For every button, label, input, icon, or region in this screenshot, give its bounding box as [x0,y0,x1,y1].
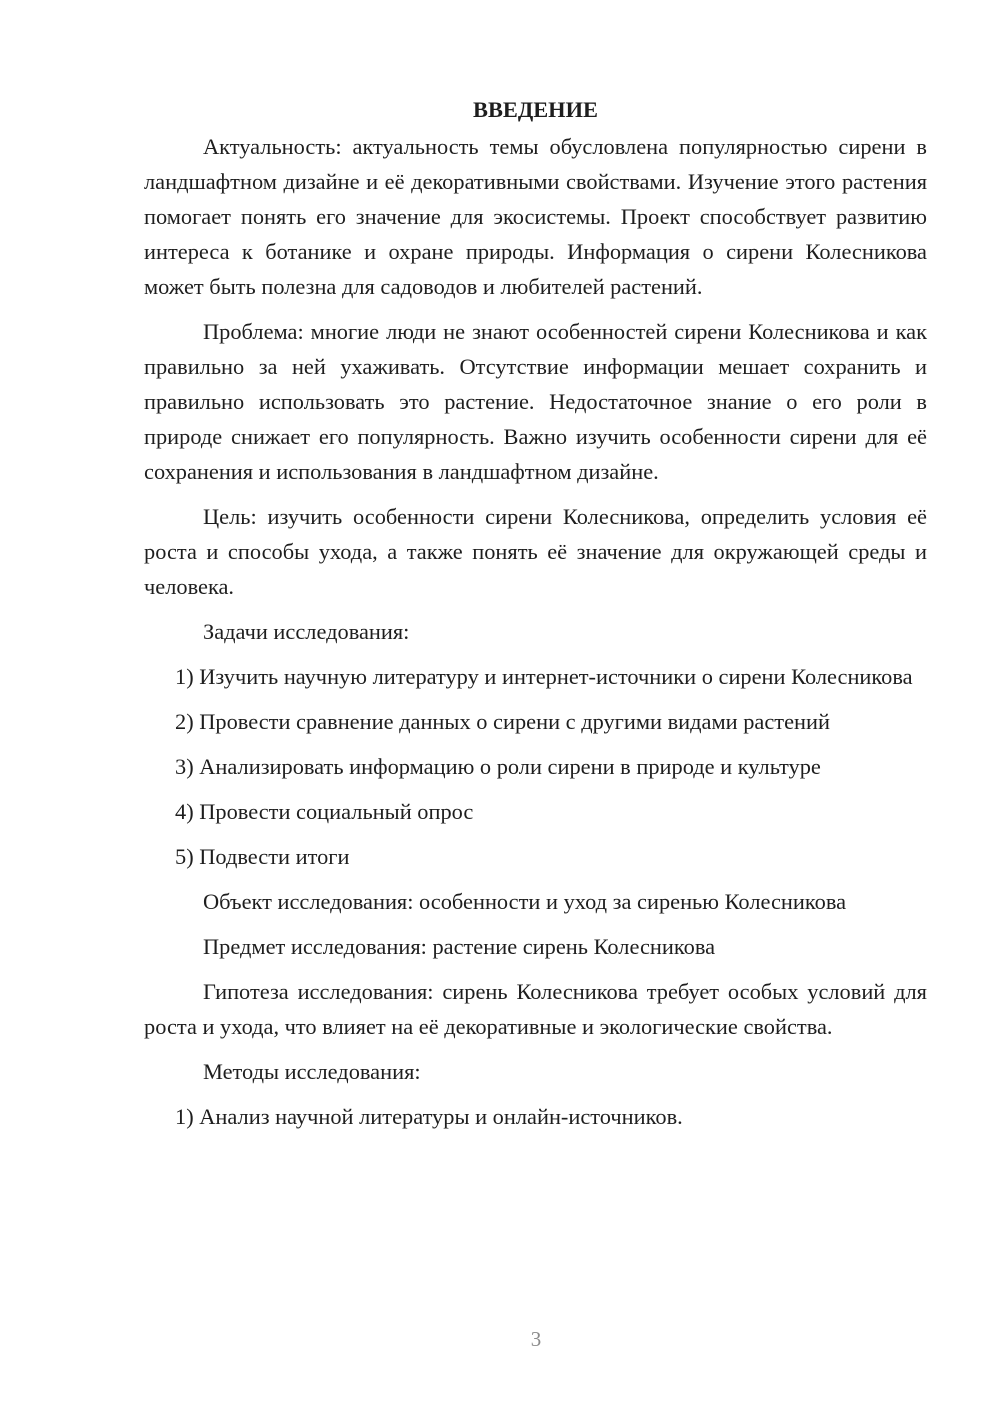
methods-heading: Методы исследования: [203,1059,421,1084]
problem-paragraph: Проблема: многие люди не знают особенностей сирени Колесникова и как правильно за ней ухаживать. Отсутствие информации мешает сохранить и правильно использовать это растение. Недостаточное знание о его роли в природе снижает его популярность. Важно изучить особенности сирени для её сохранения и использования в ландшафтном дизайне. [144,319,927,484]
task-item: 4) Провести социальный опрос [175,799,474,824]
subject-paragraph: Предмет исследования: растение сирень Колесникова [203,934,716,959]
task-item: 2) Провести сравнение данных о сирени с другими видами растений [175,709,830,734]
object-paragraph: Объект исследования: особенности и уход за сиренью Колесникова [203,889,847,914]
section-title: ВВЕДЕНИЕ [473,97,598,122]
tasks-heading: Задачи исследования: [203,619,410,644]
goal-paragraph: Цель: изучить особенности сирени Колесникова, определить условия её роста и способы ухода, а также понять её значение для окружающей среды и человека. [144,504,927,599]
hypothesis-paragraph: Гипотеза исследования: сирень Колесникова требует особых условий для роста и ухода, что влияет на её декоративные и экологические свойства. [144,979,927,1039]
method-item: 1) Анализ научной литературы и онлайн-источников. [175,1104,683,1129]
page-number: 3 [530,1327,542,1351]
page-content [144,92,927,1144]
task-item: 5) Подвести итоги [175,844,350,869]
task-item: 1) Изучить научную литературу и интернет-источники о сирени Колесникова [175,664,913,689]
task-item: 3) Анализировать информацию о роли сирени в природе и культуре [175,754,821,779]
relevance-paragraph: Актуальность: актуальность темы обусловлена популярностью сирени в ландшафтном дизайне и её декоративными свойствами. Изучение этого растения помогает понять его значение для экосистемы. Проект способствует развитию интереса к ботанике и охране природы. Информация о сирени Колесникова может быть полезна для садоводов и любителей растений. [144,134,927,299]
